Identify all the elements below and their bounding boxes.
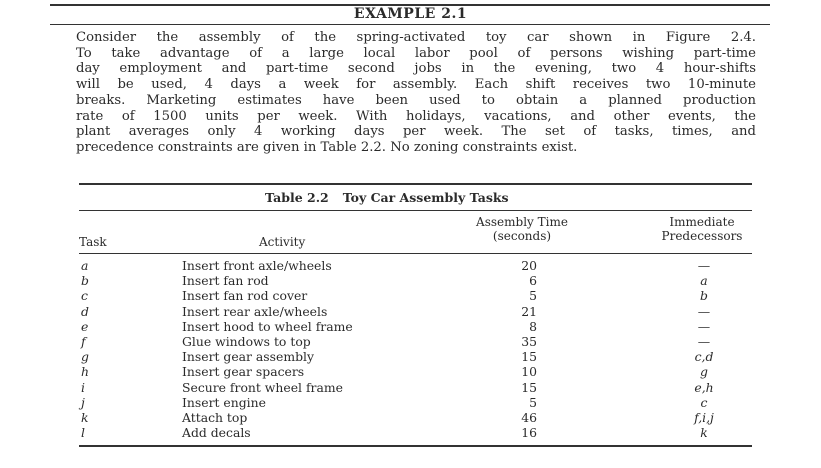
time-cell: 20: [521, 258, 537, 273]
table-caption-rule: [79, 210, 752, 211]
task-cell: c: [81, 288, 88, 304]
activity-cell: Insert hood to wheel frame: [182, 318, 353, 334]
task-cell: b: [81, 273, 89, 289]
task-cell: a: [81, 258, 89, 273]
predecessor-cell: c: [700, 394, 708, 410]
paragraph-line: Consider the assembly of the spring-activated toy car shown in Figure 2.4.: [76, 30, 756, 45]
activity-cell: Secure front wheel frame: [182, 379, 343, 395]
activity-cell: Attach top: [182, 409, 248, 425]
time-cell: 16: [521, 425, 537, 441]
table-header-rule: [79, 253, 752, 254]
paragraph-line: To take advantage of a large local labor pool of persons wishing part-time: [76, 45, 756, 61]
task-cell: j: [81, 394, 85, 410]
predecessor-cell: k: [700, 425, 708, 441]
header-task: Task: [79, 235, 107, 249]
table-label: Table 2.2: [265, 190, 329, 205]
activity-cell: Insert gear spacers: [182, 364, 305, 380]
header-time-line2: (seconds): [492, 229, 552, 243]
predecessor-cell: b: [700, 288, 708, 304]
task-cell: g: [81, 349, 89, 365]
table-bottom-rule: [79, 445, 752, 447]
time-cell: 5: [529, 394, 537, 410]
task-column: [81, 258, 111, 440]
activity-cell: Insert fan rod: [182, 273, 269, 289]
activity-cell: Insert fan rod cover: [182, 288, 308, 304]
predecessors-column: [672, 258, 736, 440]
predecessor-cell: f,i,j: [694, 409, 714, 425]
header-time-line1: Assembly Time: [476, 215, 568, 229]
time-cell: 10: [521, 364, 537, 380]
activity-cell: Insert rear axle/wheels: [182, 303, 328, 319]
predecessor-cell: —: [697, 303, 711, 319]
paragraph-line: will be used, 4 days a week for assembly. Each shift receives two 10-minute: [76, 77, 756, 93]
paragraph-line: precedence constraints are given in Table 2.2. No zoning constraints exist.: [76, 139, 578, 155]
example-heading: EXAMPLE 2.1: [353, 6, 468, 22]
time-cell: 5: [529, 288, 537, 304]
paragraph-line: rate of 1500 units per week. With holidays, vacations, and other events, the: [76, 108, 756, 124]
table-caption: [265, 190, 509, 205]
task-cell: f: [81, 333, 86, 349]
heading-rule: [50, 24, 770, 25]
time-cell: 35: [521, 333, 537, 349]
task-cell: h: [81, 364, 89, 380]
time-column: [500, 258, 537, 440]
table-title: Toy Car Assembly Tasks: [342, 190, 509, 205]
activity-cell: Insert front axle/wheels: [182, 258, 332, 273]
header-activity: Activity: [259, 235, 306, 249]
activity-cell: Add decals: [182, 425, 251, 441]
task-cell: k: [81, 409, 89, 425]
activity-cell: Insert engine: [182, 394, 266, 410]
predecessor-cell: a: [700, 273, 708, 289]
predecessor-cell: —: [697, 333, 711, 349]
time-cell: 6: [529, 273, 537, 289]
time-cell: 46: [521, 409, 537, 425]
header-time: [462, 215, 582, 243]
time-cell: 21: [521, 303, 537, 319]
paragraph-line: day employment and part-time second jobs in the evening, two 4 hour-shifts: [76, 61, 756, 77]
task-cell: i: [81, 379, 85, 395]
activity-cell: Glue windows to top: [182, 333, 311, 349]
example-paragraph: [76, 30, 756, 156]
paragraph-line: plant averages only 4 working days per week. The set of tasks, times, and: [76, 124, 756, 140]
predecessor-cell: —: [697, 318, 711, 334]
predecessor-cell: e,h: [694, 379, 714, 395]
task-cell: d: [81, 303, 89, 319]
time-cell: 15: [521, 349, 537, 365]
header-predecessors: [650, 215, 754, 243]
paragraph-line: breaks. Marketing estimates have been used to obtain a planned production: [76, 92, 756, 108]
time-cell: 8: [529, 318, 537, 334]
time-cell: 15: [521, 379, 537, 395]
header-pred-line2: Predecessors: [661, 229, 743, 243]
predecessor-cell: g: [700, 364, 708, 380]
table-top-rule: [79, 183, 752, 185]
predecessor-cell: c,d: [694, 349, 714, 365]
task-cell: l: [81, 425, 85, 441]
header-pred-line1: Immediate: [669, 215, 735, 229]
activity-cell: Insert gear assembly: [182, 349, 315, 365]
predecessor-cell: —: [697, 258, 711, 273]
task-cell: e: [81, 318, 89, 334]
activity-column: [182, 258, 422, 440]
